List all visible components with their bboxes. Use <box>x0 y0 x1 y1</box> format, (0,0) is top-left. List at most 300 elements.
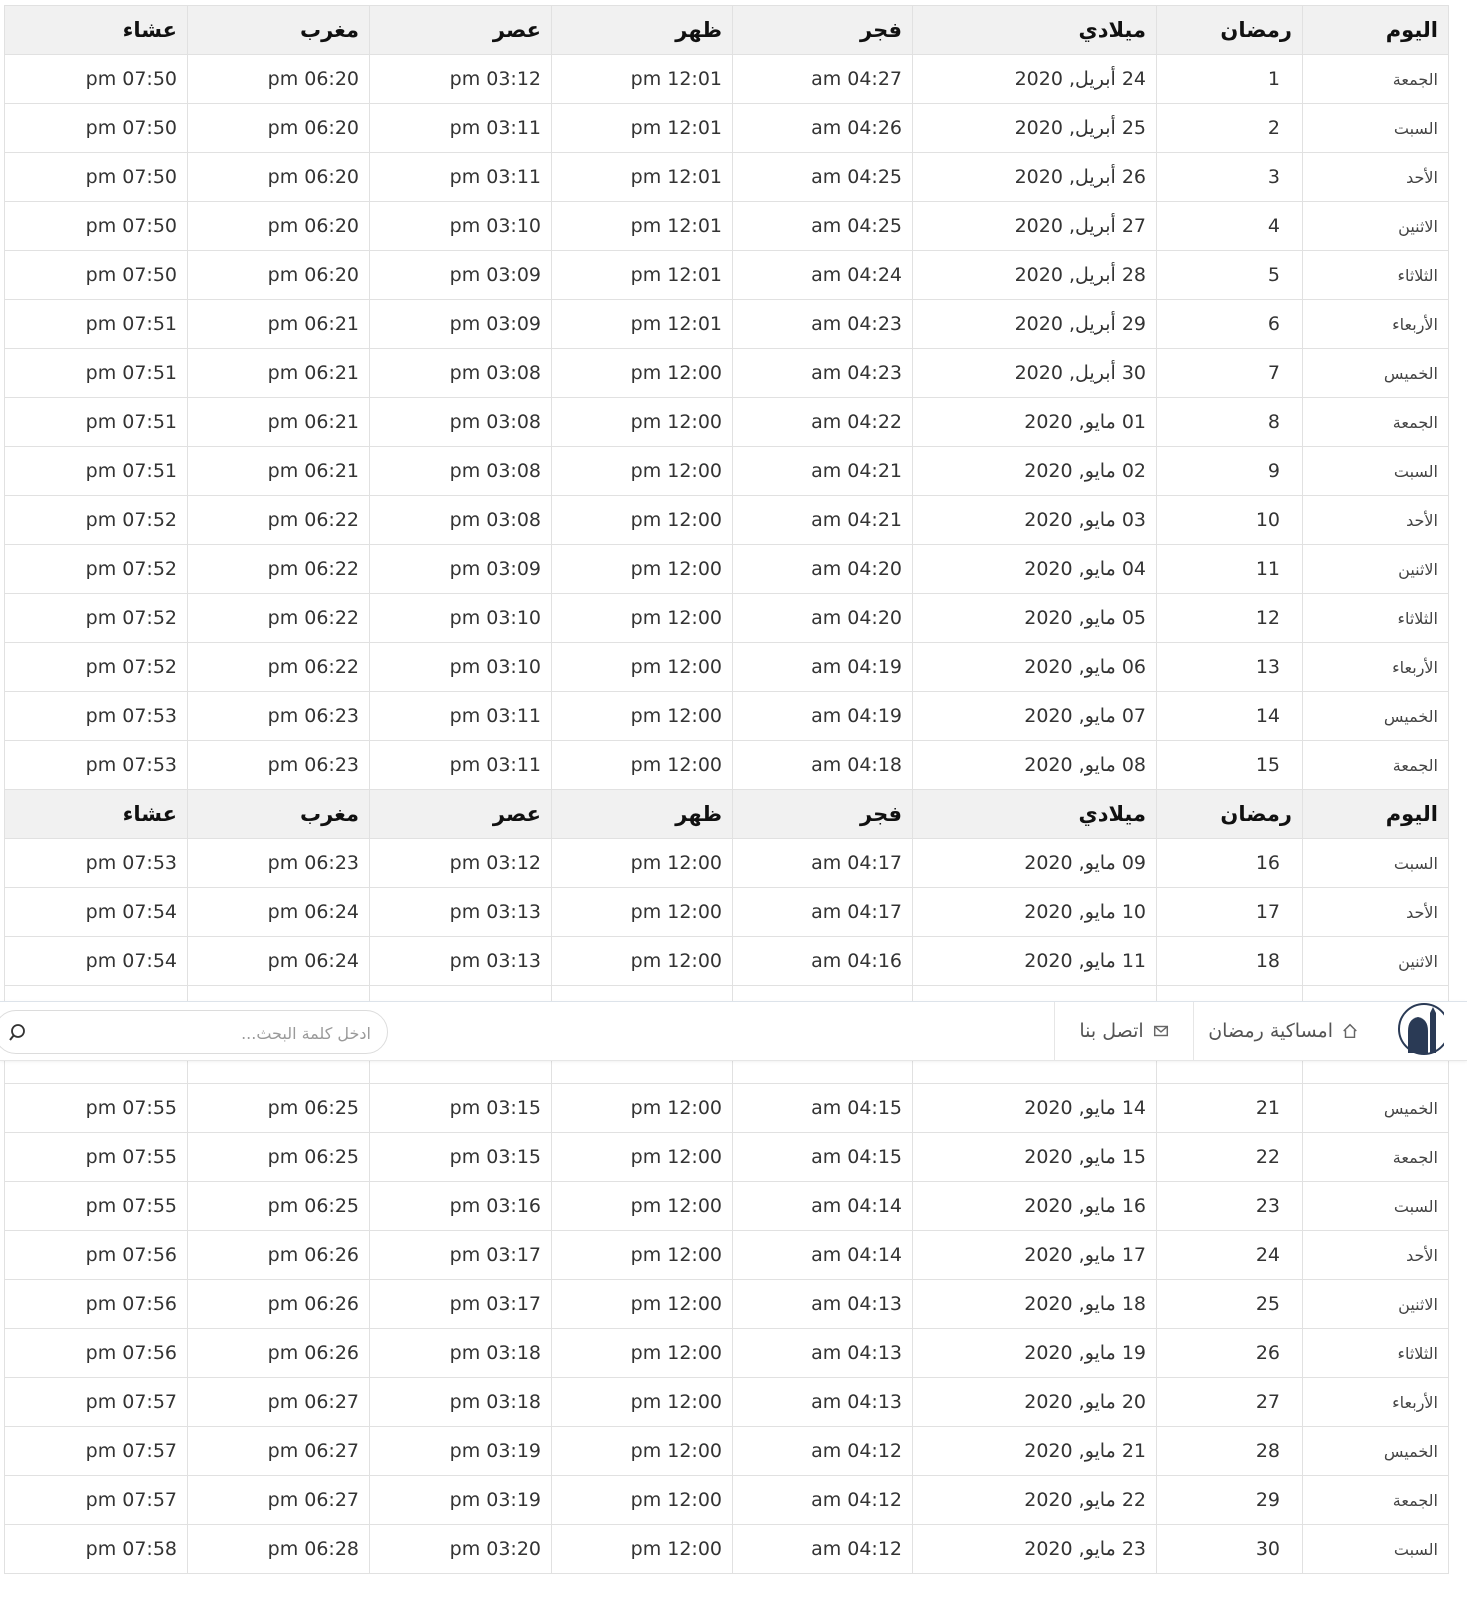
maghrib-time: 06:20 <box>304 68 359 90</box>
table-row <box>5 1231 1449 1280</box>
dhuhr-ampm: pm <box>630 1538 662 1560</box>
isha-ampm: pm <box>85 166 117 188</box>
mosque-logo-icon[interactable] <box>1398 1001 1444 1057</box>
day-cell: الثلاثاء <box>1303 251 1449 300</box>
dhuhr-cell <box>552 1378 733 1427</box>
nav-home-link[interactable] <box>1193 1002 1373 1060</box>
dhuhr-ampm: pm <box>630 1440 662 1462</box>
maghrib-time: 06:26 <box>304 1244 359 1266</box>
maghrib-ampm: pm <box>267 950 299 972</box>
fajr-ampm: am <box>811 558 842 580</box>
asr-ampm: pm <box>449 362 481 384</box>
table-row <box>5 496 1449 545</box>
dhuhr-cell <box>552 1427 733 1476</box>
dhuhr-time: 12:00 <box>667 1244 722 1266</box>
fajr-ampm: am <box>811 215 842 237</box>
isha-cell <box>5 202 188 251</box>
isha-cell <box>5 1525 188 1574</box>
fajr-time: 04:12 <box>847 1489 902 1511</box>
table-row <box>5 447 1449 496</box>
ramadan-cell: 8 <box>1157 398 1303 447</box>
day-cell: الأربعاء <box>1303 300 1449 349</box>
maghrib-cell <box>188 496 370 545</box>
column-header: ظهر <box>552 790 733 839</box>
asr-time: 03:11 <box>486 117 541 139</box>
maghrib-time: 06:25 <box>304 1146 359 1168</box>
dhuhr-time: 12:00 <box>667 1195 722 1217</box>
isha-cell <box>5 447 188 496</box>
dhuhr-cell <box>552 888 733 937</box>
asr-ampm: pm <box>449 313 481 335</box>
isha-cell <box>5 594 188 643</box>
asr-time: 03:17 <box>486 1293 541 1315</box>
dhuhr-time: 12:00 <box>667 656 722 678</box>
fajr-time: 04:26 <box>847 117 902 139</box>
column-header: فجر <box>733 790 913 839</box>
asr-cell <box>370 643 552 692</box>
isha-ampm: pm <box>85 1489 117 1511</box>
maghrib-ampm: pm <box>267 460 299 482</box>
maghrib-cell <box>188 1280 370 1329</box>
day-cell: الجمعة <box>1303 398 1449 447</box>
asr-time: 03:20 <box>486 1538 541 1560</box>
day-cell: الاثنين <box>1303 202 1449 251</box>
table-row <box>5 202 1449 251</box>
maghrib-ampm: pm <box>267 166 299 188</box>
fajr-time: 04:25 <box>847 166 902 188</box>
fajr-cell <box>733 1329 913 1378</box>
isha-time: 07:52 <box>122 558 177 580</box>
asr-ampm: pm <box>449 1097 481 1119</box>
isha-ampm: pm <box>85 411 117 433</box>
fajr-cell <box>733 251 913 300</box>
dhuhr-ampm: pm <box>630 558 662 580</box>
isha-ampm: pm <box>85 607 117 629</box>
fajr-time: 04:16 <box>847 950 902 972</box>
maghrib-time: 06:20 <box>304 215 359 237</box>
fajr-ampm: am <box>811 1195 842 1217</box>
date-cell: 01 مايو, 2020 <box>913 398 1157 447</box>
dhuhr-ampm: pm <box>630 1391 662 1413</box>
maghrib-ampm: pm <box>267 1244 299 1266</box>
dhuhr-ampm: pm <box>630 166 662 188</box>
dhuhr-cell <box>552 55 733 104</box>
isha-time: 07:50 <box>122 215 177 237</box>
dhuhr-time: 12:00 <box>667 705 722 727</box>
isha-ampm: pm <box>85 705 117 727</box>
asr-time: 03:08 <box>486 411 541 433</box>
asr-time: 03:11 <box>486 166 541 188</box>
dhuhr-ampm: pm <box>630 1489 662 1511</box>
asr-time: 03:18 <box>486 1342 541 1364</box>
fajr-time: 04:17 <box>847 852 902 874</box>
isha-cell <box>5 1427 188 1476</box>
fajr-cell <box>733 1525 913 1574</box>
asr-cell <box>370 594 552 643</box>
isha-ampm: pm <box>85 852 117 874</box>
date-cell: 25 أبريل, 2020 <box>913 104 1157 153</box>
table-row <box>5 1280 1449 1329</box>
asr-time: 03:09 <box>486 558 541 580</box>
maghrib-cell <box>188 1231 370 1280</box>
table-row <box>5 104 1449 153</box>
maghrib-ampm: pm <box>267 117 299 139</box>
dhuhr-cell <box>552 447 733 496</box>
asr-cell <box>370 1329 552 1378</box>
asr-cell <box>370 496 552 545</box>
asr-ampm: pm <box>449 656 481 678</box>
dhuhr-time: 12:00 <box>667 950 722 972</box>
fajr-cell <box>733 202 913 251</box>
maghrib-cell <box>188 839 370 888</box>
date-cell: 22 مايو, 2020 <box>913 1476 1157 1525</box>
mail-icon <box>1152 1022 1170 1040</box>
nav-contact-link[interactable] <box>1054 1002 1194 1060</box>
dhuhr-ampm: pm <box>630 656 662 678</box>
dhuhr-cell <box>552 300 733 349</box>
fajr-ampm: am <box>811 656 842 678</box>
asr-cell <box>370 1182 552 1231</box>
fajr-ampm: am <box>811 1146 842 1168</box>
maghrib-time: 06:25 <box>304 1097 359 1119</box>
maghrib-time: 06:28 <box>304 1538 359 1560</box>
day-cell: الاثنين <box>1303 1280 1449 1329</box>
maghrib-ampm: pm <box>267 1146 299 1168</box>
dhuhr-ampm: pm <box>630 1342 662 1364</box>
column-header: ميلادي <box>913 6 1157 55</box>
asr-time: 03:19 <box>486 1489 541 1511</box>
ramadan-cell: 7 <box>1157 349 1303 398</box>
date-cell: 02 مايو, 2020 <box>913 447 1157 496</box>
column-header: عشاء <box>5 6 188 55</box>
asr-ampm: pm <box>449 1195 481 1217</box>
ramadan-cell: 10 <box>1157 496 1303 545</box>
fajr-cell <box>733 447 913 496</box>
ramadan-cell: 22 <box>1157 1133 1303 1182</box>
ramadan-cell: 18 <box>1157 937 1303 986</box>
dhuhr-ampm: pm <box>630 264 662 286</box>
date-cell: 08 مايو, 2020 <box>913 741 1157 790</box>
dhuhr-ampm: pm <box>630 852 662 874</box>
table-row <box>5 398 1449 447</box>
nav-home-label: امساكية رمضان <box>1208 1020 1333 1042</box>
ramadan-cell: 5 <box>1157 251 1303 300</box>
ramadan-cell: 21 <box>1157 1084 1303 1133</box>
date-cell: 09 مايو, 2020 <box>913 839 1157 888</box>
asr-cell <box>370 1133 552 1182</box>
fajr-ampm: am <box>811 411 842 433</box>
isha-ampm: pm <box>85 1440 117 1462</box>
isha-ampm: pm <box>85 1293 117 1315</box>
asr-cell <box>370 1427 552 1476</box>
dhuhr-time: 12:01 <box>667 215 722 237</box>
isha-cell <box>5 1182 188 1231</box>
maghrib-cell <box>188 447 370 496</box>
isha-cell <box>5 937 188 986</box>
isha-time: 07:56 <box>122 1342 177 1364</box>
maghrib-time: 06:27 <box>304 1391 359 1413</box>
fajr-ampm: am <box>811 1489 842 1511</box>
maghrib-ampm: pm <box>267 1342 299 1364</box>
asr-time: 03:16 <box>486 1195 541 1217</box>
column-header: ظهر <box>552 6 733 55</box>
maghrib-time: 06:22 <box>304 509 359 531</box>
dhuhr-time: 12:01 <box>667 264 722 286</box>
isha-ampm: pm <box>85 215 117 237</box>
asr-cell <box>370 839 552 888</box>
maghrib-ampm: pm <box>267 411 299 433</box>
maghrib-ampm: pm <box>267 68 299 90</box>
day-cell: الجمعة <box>1303 1476 1449 1525</box>
fajr-cell <box>733 153 913 202</box>
isha-ampm: pm <box>85 264 117 286</box>
isha-cell <box>5 1378 188 1427</box>
dhuhr-time: 12:00 <box>667 1440 722 1462</box>
ramadan-cell: 11 <box>1157 545 1303 594</box>
maghrib-ampm: pm <box>267 754 299 776</box>
fajr-cell <box>733 741 913 790</box>
table-row <box>5 643 1449 692</box>
date-cell: 30 أبريل, 2020 <box>913 349 1157 398</box>
day-cell: الاثنين <box>1303 545 1449 594</box>
isha-time: 07:58 <box>122 1538 177 1560</box>
fajr-ampm: am <box>811 1342 842 1364</box>
isha-cell <box>5 1329 188 1378</box>
asr-time: 03:12 <box>486 68 541 90</box>
maghrib-cell <box>188 741 370 790</box>
day-cell: السبت <box>1303 447 1449 496</box>
asr-ampm: pm <box>449 1342 481 1364</box>
date-cell: 15 مايو, 2020 <box>913 1133 1157 1182</box>
isha-ampm: pm <box>85 950 117 972</box>
isha-time: 07:50 <box>122 264 177 286</box>
maghrib-cell <box>188 888 370 937</box>
date-cell: 14 مايو, 2020 <box>913 1084 1157 1133</box>
ramadan-cell: 23 <box>1157 1182 1303 1231</box>
fajr-cell <box>733 888 913 937</box>
dhuhr-ampm: pm <box>630 460 662 482</box>
asr-time: 03:08 <box>486 509 541 531</box>
fajr-time: 04:21 <box>847 460 902 482</box>
maghrib-cell <box>188 1476 370 1525</box>
isha-time: 07:52 <box>122 509 177 531</box>
fajr-time: 04:20 <box>847 558 902 580</box>
asr-time: 03:11 <box>486 754 541 776</box>
dhuhr-time: 12:00 <box>667 1538 722 1560</box>
fajr-time: 04:14 <box>847 1195 902 1217</box>
maghrib-time: 06:20 <box>304 264 359 286</box>
ramadan-cell: 29 <box>1157 1476 1303 1525</box>
maghrib-time: 06:27 <box>304 1440 359 1462</box>
dhuhr-ampm: pm <box>630 1244 662 1266</box>
asr-cell <box>370 153 552 202</box>
maghrib-time: 06:27 <box>304 1489 359 1511</box>
isha-time: 07:53 <box>122 705 177 727</box>
asr-time: 03:13 <box>486 901 541 923</box>
fajr-ampm: am <box>811 950 842 972</box>
fajr-time: 04:21 <box>847 509 902 531</box>
ramadan-cell: 24 <box>1157 1231 1303 1280</box>
table-row <box>5 1182 1449 1231</box>
asr-ampm: pm <box>449 901 481 923</box>
dhuhr-ampm: pm <box>630 509 662 531</box>
isha-time: 07:56 <box>122 1244 177 1266</box>
day-cell: الأربعاء <box>1303 643 1449 692</box>
column-header: رمضان <box>1157 790 1303 839</box>
isha-cell <box>5 55 188 104</box>
asr-time: 03:12 <box>486 852 541 874</box>
maghrib-time: 06:23 <box>304 754 359 776</box>
maghrib-time: 06:26 <box>304 1342 359 1364</box>
fajr-cell <box>733 349 913 398</box>
ramadan-cell: 28 <box>1157 1427 1303 1476</box>
isha-ampm: pm <box>85 1244 117 1266</box>
table-row <box>5 1525 1449 1574</box>
dhuhr-cell <box>552 545 733 594</box>
day-cell: الأحد <box>1303 496 1449 545</box>
table-body-second <box>5 839 1449 1574</box>
asr-ampm: pm <box>449 411 481 433</box>
dhuhr-ampm: pm <box>630 1097 662 1119</box>
day-cell: الجمعة <box>1303 741 1449 790</box>
fajr-cell <box>733 1427 913 1476</box>
maghrib-time: 06:21 <box>304 460 359 482</box>
ramadan-cell: 2 <box>1157 104 1303 153</box>
fajr-cell <box>733 937 913 986</box>
isha-ampm: pm <box>85 313 117 335</box>
date-cell: 11 مايو, 2020 <box>913 937 1157 986</box>
dhuhr-ampm: pm <box>630 411 662 433</box>
fajr-time: 04:24 <box>847 264 902 286</box>
isha-ampm: pm <box>85 460 117 482</box>
day-cell: السبت <box>1303 1182 1449 1231</box>
asr-ampm: pm <box>449 1244 481 1266</box>
isha-cell <box>5 741 188 790</box>
date-cell: 20 مايو, 2020 <box>913 1378 1157 1427</box>
isha-time: 07:53 <box>122 754 177 776</box>
table-row <box>5 545 1449 594</box>
maghrib-ampm: pm <box>267 509 299 531</box>
date-cell: 23 مايو, 2020 <box>913 1525 1157 1574</box>
maghrib-time: 06:26 <box>304 1293 359 1315</box>
isha-cell <box>5 1280 188 1329</box>
asr-ampm: pm <box>449 1440 481 1462</box>
isha-ampm: pm <box>85 656 117 678</box>
isha-time: 07:57 <box>122 1391 177 1413</box>
maghrib-time: 06:20 <box>304 117 359 139</box>
maghrib-time: 06:24 <box>304 950 359 972</box>
maghrib-ampm: pm <box>267 705 299 727</box>
isha-ampm: pm <box>85 754 117 776</box>
isha-ampm: pm <box>85 68 117 90</box>
maghrib-ampm: pm <box>267 656 299 678</box>
asr-ampm: pm <box>449 852 481 874</box>
asr-cell <box>370 1476 552 1525</box>
date-cell: 18 مايو, 2020 <box>913 1280 1157 1329</box>
dhuhr-cell <box>552 1329 733 1378</box>
date-cell: 10 مايو, 2020 <box>913 888 1157 937</box>
home-icon <box>1341 1022 1359 1040</box>
dhuhr-time: 12:00 <box>667 852 722 874</box>
fajr-time: 04:15 <box>847 1146 902 1168</box>
maghrib-ampm: pm <box>267 362 299 384</box>
asr-cell <box>370 202 552 251</box>
maghrib-ampm: pm <box>267 313 299 335</box>
dhuhr-cell <box>552 594 733 643</box>
asr-cell <box>370 1525 552 1574</box>
ramadan-cell: 12 <box>1157 594 1303 643</box>
isha-cell <box>5 251 188 300</box>
maghrib-ampm: pm <box>267 901 299 923</box>
maghrib-cell <box>188 251 370 300</box>
maghrib-cell <box>188 1525 370 1574</box>
isha-ampm: pm <box>85 1146 117 1168</box>
date-cell: 16 مايو, 2020 <box>913 1182 1157 1231</box>
asr-time: 03:09 <box>486 264 541 286</box>
maghrib-time: 06:21 <box>304 411 359 433</box>
dhuhr-time: 12:00 <box>667 1342 722 1364</box>
isha-ampm: pm <box>85 1097 117 1119</box>
asr-cell <box>370 741 552 790</box>
maghrib-ampm: pm <box>267 215 299 237</box>
column-header: رمضان <box>1157 6 1303 55</box>
search-icon[interactable] <box>7 1023 27 1043</box>
maghrib-cell <box>188 300 370 349</box>
fajr-time: 04:12 <box>847 1538 902 1560</box>
maghrib-cell <box>188 1329 370 1378</box>
asr-cell <box>370 349 552 398</box>
maghrib-cell <box>188 153 370 202</box>
day-cell: الجمعة <box>1303 1133 1449 1182</box>
search-input[interactable] <box>39 1017 373 1049</box>
prayer-times-table-container <box>4 5 1438 1574</box>
table-row <box>5 692 1449 741</box>
dhuhr-ampm: pm <box>630 901 662 923</box>
asr-ampm: pm <box>449 1293 481 1315</box>
date-cell: 05 مايو, 2020 <box>913 594 1157 643</box>
fajr-cell <box>733 1133 913 1182</box>
fajr-ampm: am <box>811 754 842 776</box>
dhuhr-ampm: pm <box>630 1195 662 1217</box>
fajr-ampm: am <box>811 362 842 384</box>
ramadan-cell: 16 <box>1157 839 1303 888</box>
maghrib-cell <box>188 692 370 741</box>
isha-cell <box>5 839 188 888</box>
ramadan-cell: 30 <box>1157 1525 1303 1574</box>
day-cell: السبت <box>1303 839 1449 888</box>
dhuhr-cell <box>552 839 733 888</box>
fajr-time: 04:15 <box>847 1097 902 1119</box>
maghrib-cell <box>188 937 370 986</box>
fajr-cell <box>733 839 913 888</box>
fajr-ampm: am <box>811 68 842 90</box>
maghrib-time: 06:23 <box>304 705 359 727</box>
day-cell: الأربعاء <box>1303 1378 1449 1427</box>
date-cell: 17 مايو, 2020 <box>913 1231 1157 1280</box>
asr-time: 03:10 <box>486 215 541 237</box>
maghrib-time: 06:20 <box>304 166 359 188</box>
isha-ampm: pm <box>85 362 117 384</box>
isha-cell <box>5 1133 188 1182</box>
isha-cell <box>5 349 188 398</box>
maghrib-cell <box>188 1182 370 1231</box>
date-cell: 06 مايو, 2020 <box>913 643 1157 692</box>
asr-ampm: pm <box>449 607 481 629</box>
day-cell: الخميس <box>1303 1084 1449 1133</box>
isha-time: 07:53 <box>122 852 177 874</box>
fajr-time: 04:25 <box>847 215 902 237</box>
dhuhr-time: 12:01 <box>667 68 722 90</box>
